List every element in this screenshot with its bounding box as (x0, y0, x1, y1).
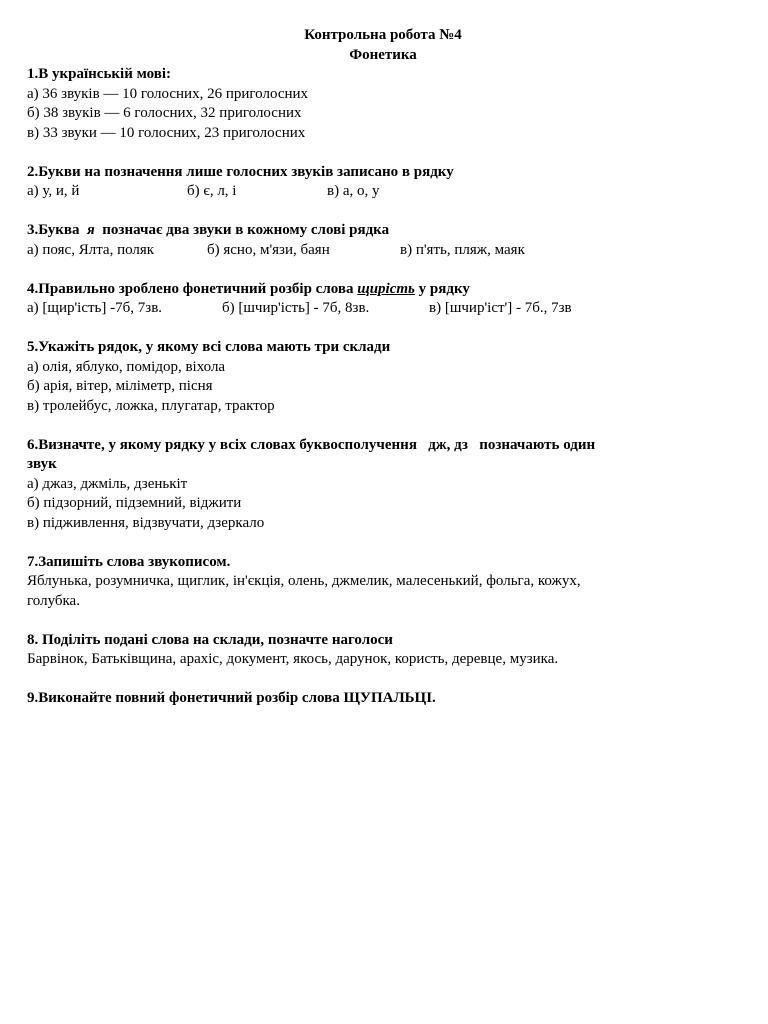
question-9: 9.Виконайте повний фонетичний розбір слова ЩУПАЛЬЦІ. (27, 690, 436, 706)
document-title: Контрольна робота №4 (304, 27, 462, 43)
question-7: 7.Запишіть слова звукописом. (27, 553, 231, 570)
test-document (27, 26, 739, 709)
question-6-text-pre: 6.Визначте, у якому рядку у всіх словах буквосполучення (27, 436, 417, 453)
question-3-text-post: позначає два звуки в кожному слові рядка (102, 222, 390, 238)
spacer (27, 670, 739, 690)
question-5-option-b: б) арія, вітер, міліметр, пісня (27, 378, 213, 394)
question-7-words-line-1: Яблунька, розумничка, щиглик, ін'єкція, олень, джмелик, малесенький, фольга, кожух, (27, 573, 581, 589)
question-3-option-a: а) пояс, Ялта, поляк (27, 241, 155, 258)
spacer (27, 143, 739, 163)
question-2-option-b: б) є, л, і (187, 183, 237, 199)
question-7-words-line-2: голубка. (27, 592, 80, 609)
question-1-option-b: б) 38 звуків — 6 голосних, 32 приголосних (27, 105, 302, 121)
question-3-letter: я (87, 222, 95, 238)
question-3-text-pre: 3.Буква (27, 222, 80, 238)
spacer (27, 533, 739, 553)
question-6-line-2: звук (27, 456, 57, 472)
question-4-options (27, 299, 739, 319)
question-3-option-b: б) ясно, м'язи, баян (207, 241, 330, 258)
question-3 (27, 221, 739, 241)
spacer (27, 416, 739, 436)
spacer (27, 611, 739, 631)
question-4-text-pre: 4.Правильно зроблено фонетичний розбір слова (27, 280, 354, 297)
question-8-words: Барвінок, Батьківщина, арахіс, документ, якось, дарунок, користь, деревце, музика. (27, 651, 559, 667)
question-6-option-b: б) підзорний, підземний, віджити (27, 495, 242, 511)
question-6-option-a: а) джаз, джміль, дзенькіт (27, 475, 188, 492)
question-5-option-a: а) олія, яблуко, помідор, віхола (27, 358, 226, 375)
spacer (27, 260, 739, 280)
question-5-option-c: в) тролейбус, ложка, плугатар, трактор (27, 397, 275, 414)
question-2-option-a: а) у, и, й (27, 183, 80, 199)
document-subtitle: Фонетика (349, 46, 417, 63)
question-4-text-post: у рядку (418, 280, 470, 297)
question-4-option-c: в) [шчир'іст'] - 7б., 7зв (429, 300, 572, 316)
question-2: 2.Букви на позначення лише голосних звуків записано в рядку (27, 163, 454, 180)
question-4-option-b: б) [шчир'ість] - 7б, 8зв. (222, 300, 370, 316)
question-6-letters: дж, дз (428, 436, 468, 453)
question-2-option-c: в) а, о, у (327, 183, 380, 199)
question-6-text-post: позначають один (479, 436, 596, 453)
question-1-option-a: а) 36 звуків — 10 голосних, 26 приголосних (27, 85, 309, 102)
question-3-option-c: в) п'ять, пляж, маяк (400, 241, 525, 258)
question-5: 5.Укажіть рядок, у якому всі слова мають три склади (27, 339, 391, 355)
question-4-word: щирість (357, 280, 415, 297)
question-1: 1.В українській мові: (27, 66, 172, 82)
question-2-options (27, 182, 739, 202)
question-8: 8. Поділіть подані слова на склади, позначте наголоси (27, 631, 393, 648)
spacer (27, 319, 739, 339)
question-4 (27, 280, 739, 300)
question-6-option-c: в) підживлення, відзвучати, дзеркало (27, 514, 265, 531)
question-4-option-a: а) [щир'ість] -7б, 7зв. (27, 300, 163, 316)
question-3-options (27, 241, 739, 261)
question-6 (27, 436, 739, 456)
question-1-option-c: в) 33 звуки — 10 голосних, 23 приголосних (27, 124, 306, 141)
spacer (27, 202, 739, 222)
